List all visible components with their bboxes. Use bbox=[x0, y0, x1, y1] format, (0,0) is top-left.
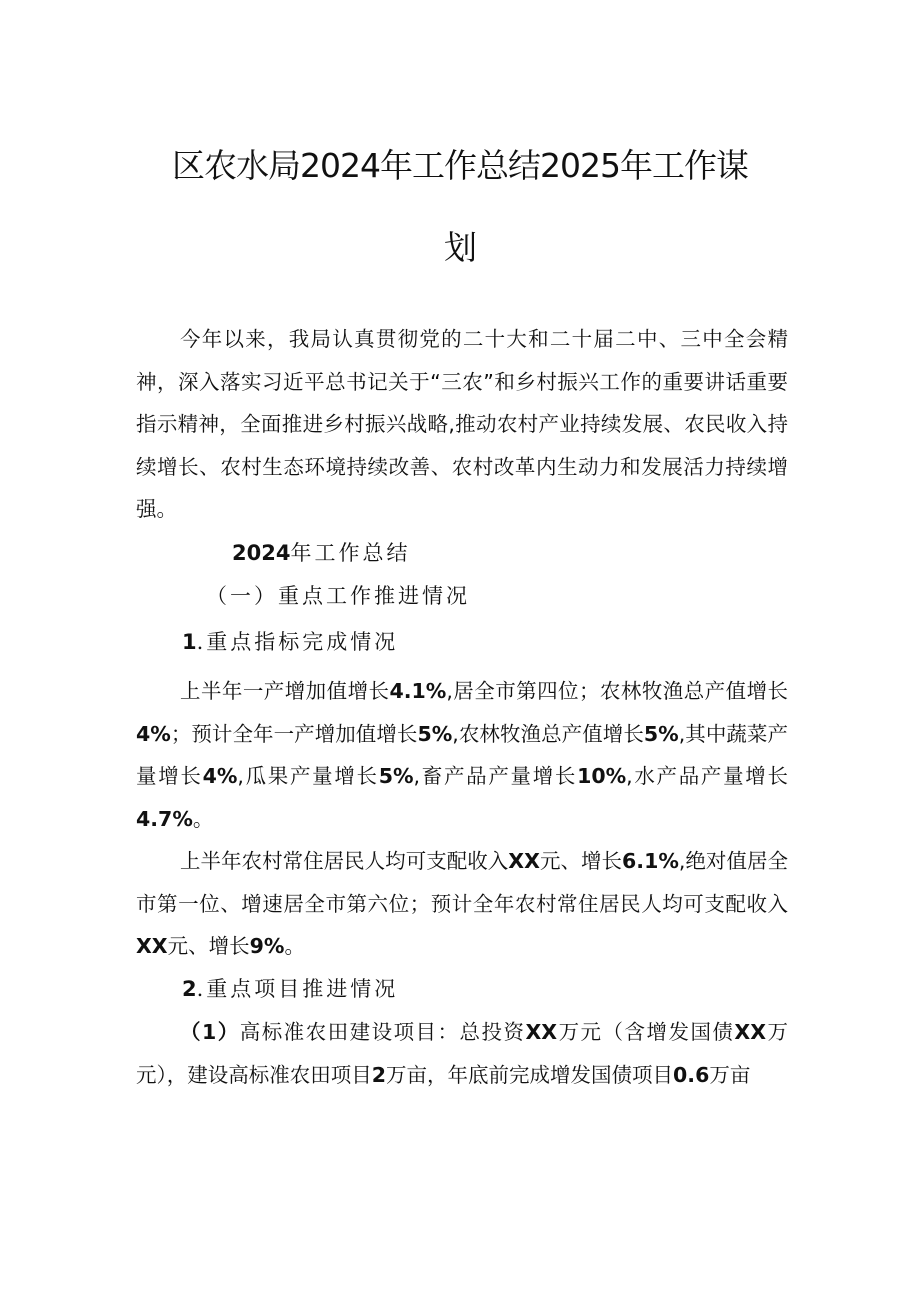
item-1-heading-text: .重点指标完成情况 bbox=[196, 630, 399, 654]
intro-paragraph: 今年以来，我局认真贯彻党的二十大和二十届二中、三中全会精神，深入落实习近平总书记关于“三农”和乡村振兴工作的重要讲话重要指示精神，全面推进乡村振兴战略,推动农村产业持续发展、农民收入持续增长、农村生态环境持续改善、农村改革内生动力和发展活力持续增强。 bbox=[136, 327, 788, 521]
item-2-heading-text: .重点项目推进情况 bbox=[196, 977, 399, 1001]
item-1-number: 1 bbox=[182, 630, 197, 654]
item-2-heading bbox=[182, 974, 398, 1004]
item-1-heading bbox=[182, 627, 398, 657]
income-paragraph: 上半年农村常住居民人均可支配收入XX元、增长6.1%,绝对值居全市第一位、增速居全市第六位；预计全年农村常住居民人均可支配收入XX元、增长9%。 bbox=[136, 849, 788, 958]
item-2-number: 2 bbox=[182, 977, 197, 1001]
farmland-project-paragraph: （1）高标准农田建设项目：总投资XX万元（含增发国债XX万元），建设高标准农田项目2万亩，年底前完成增发国债项目0.6万亩 bbox=[136, 1020, 789, 1087]
section-heading-year: 2024 bbox=[232, 541, 291, 565]
section-heading-2024-summary bbox=[232, 538, 410, 568]
indicators-paragraph: 上半年一产增加值增长4.1%,居全市第四位；农林牧渔总产值增长4%；预计全年一产增加值增长5%,农林牧渔总产值增长5%,其中蔬菜产量增长4%,瓜果产量增长5%,畜产品产量增长10%,水产品产量增长4.7%。 bbox=[136, 679, 789, 831]
document-title-line-1: 区农水局2024年工作总结2025年工作谋 bbox=[172, 146, 748, 185]
section-heading-text: 年工作总结 bbox=[290, 541, 411, 565]
document-title-line-2: 划 bbox=[444, 228, 476, 267]
sub-heading-key-work: （一）重点工作推进情况 bbox=[206, 584, 470, 608]
